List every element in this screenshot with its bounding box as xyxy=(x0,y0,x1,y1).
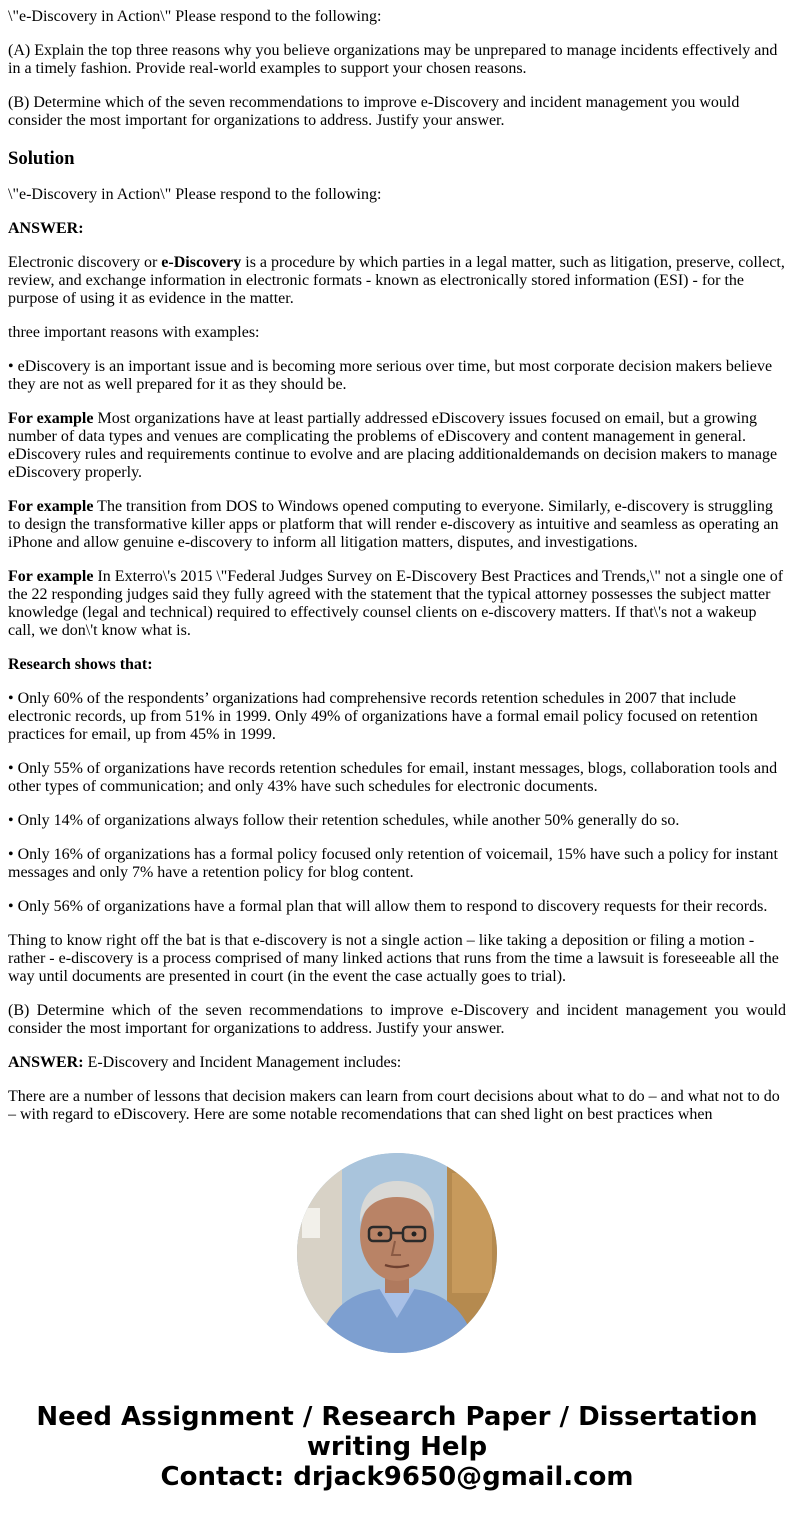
answer-b-paragraph: ANSWER: E-Discovery and Incident Management includes: xyxy=(8,1054,402,1071)
footer-line: Need Assignment / Research Paper / Dissertation xyxy=(36,1402,758,1432)
process-note: Thing to know right off the bat is that e-discovery is not a single action – like taking a deposition or filing a motion - rather - e-discovery is a process comprised of many linked actions that runs from the time a lawsuit is foreseeable all the way until documents are presented in court (in the event the case actually goes to trial). xyxy=(8,932,779,985)
example-paragraph: For example Most organizations have at least partially addressed eDiscovery issues focused on email, but a growing number of data types and venues are complicating the problems of eDiscovery and content management in general. eDiscovery rules and requirements continue to evolve and are placing additionaldemands on decision makers to manage eDiscovery properly. xyxy=(8,410,778,481)
author-avatar xyxy=(297,1153,497,1353)
solution-intro: \"e-Discovery in Action\" Please respond to the following: xyxy=(8,186,382,203)
solution-heading: Solution xyxy=(8,148,75,169)
answer-label: ANSWER: xyxy=(8,220,84,237)
research-point: • Only 56% of organizations have a formal plan that will allow them to respond to discovery requests for their records. xyxy=(8,898,768,915)
footer-line: writing Help xyxy=(306,1432,488,1462)
footer-contact: Contact: drjack9650@gmail.com xyxy=(160,1462,634,1492)
research-point: • Only 60% of the respondents’ organizations had comprehensive records retention schedules in 2007 that include electronic records, up from 51% in 1999. Only 49% of organizations have a formal email policy focused on retention practices for email, up from 45% in 1999. xyxy=(8,690,758,743)
example-paragraph: For example The transition from DOS to Windows opened computing to everyone. Similarly, e-discovery is struggling to design the transformative killer apps or platform that will render e-discovery as intuitive and seamless as operating an iPhone and allow genuine e-discovery to inform all litigation matters, disputes, and investigations. xyxy=(8,498,779,551)
research-point: • Only 16% of organizations has a formal policy focused only retention of voicemail, 15% have such a policy for instant messages and only 7% have a retention policy for blog content. xyxy=(8,846,778,881)
lessons-paragraph: There are a number of lessons that decision makers can learn from court decisions about what to do – and what not to do – with regard to eDiscovery. Here are some notable recomendations that can shed light on best practices when xyxy=(8,1088,780,1123)
reasons-intro: three important reasons with examples: xyxy=(8,324,260,341)
bullet-intro: • eDiscovery is an important issue and is becoming more serious over time, but most corporate decision makers believe they are not as well prepared for it as they should be. xyxy=(8,358,773,393)
definition-paragraph: Electronic discovery or e-Discovery is a procedure by which parties in a legal matter, such as litigation, preserve, collect, review, and exchange information in electronic formats - known as electronically stored information (ESI) - for the purpose of using it as evidence in the matter. xyxy=(8,254,785,307)
part-b-restated: (B) Determine which of the seven recommendations to improve e-Discovery and incident management you would consider the most important for organizations to address. Justify your answer. xyxy=(8,1002,786,1037)
definition-term: e-Discovery xyxy=(161,254,242,271)
question-intro: \"e-Discovery in Action\" Please respond to the following: xyxy=(8,8,382,25)
research-point: • Only 55% of organizations have records retention schedules for email, instant messages, blogs, collaboration tools and other types of communication; and only 43% have such schedules for electronic documents. xyxy=(8,760,778,795)
question-part-a: (A) Explain the top three reasons why you believe organizations may be unprepared to manage incidents effectively and in a timely fashion. Provide real-world examples to support your chosen reasons. xyxy=(8,42,778,77)
footer-promo xyxy=(0,1402,794,1492)
example-paragraph: For example In Exterro\'s 2015 \"Federal Judges Survey on E-Discovery Best Practices and Trends,\" not a single one of the 22 responding judges said they fully agreed with the statement that the typical attorney possesses the subject matter knowledge (legal and technical) required to effectively counsel clients on e-discovery matters. If that\'s not a wakeup call, we don\'t know what is. xyxy=(8,568,784,639)
document-body xyxy=(8,0,786,1123)
research-point: • Only 14% of organizations always follow their retention schedules, while another 50% generally do so. xyxy=(8,812,680,829)
author-portrait-image xyxy=(297,1153,497,1353)
question-part-b: (B) Determine which of the seven recommendations to improve e-Discovery and incident management you would consider the most important for organizations to address. Justify your answer. xyxy=(8,94,740,129)
research-label: Research shows that: xyxy=(8,656,153,673)
